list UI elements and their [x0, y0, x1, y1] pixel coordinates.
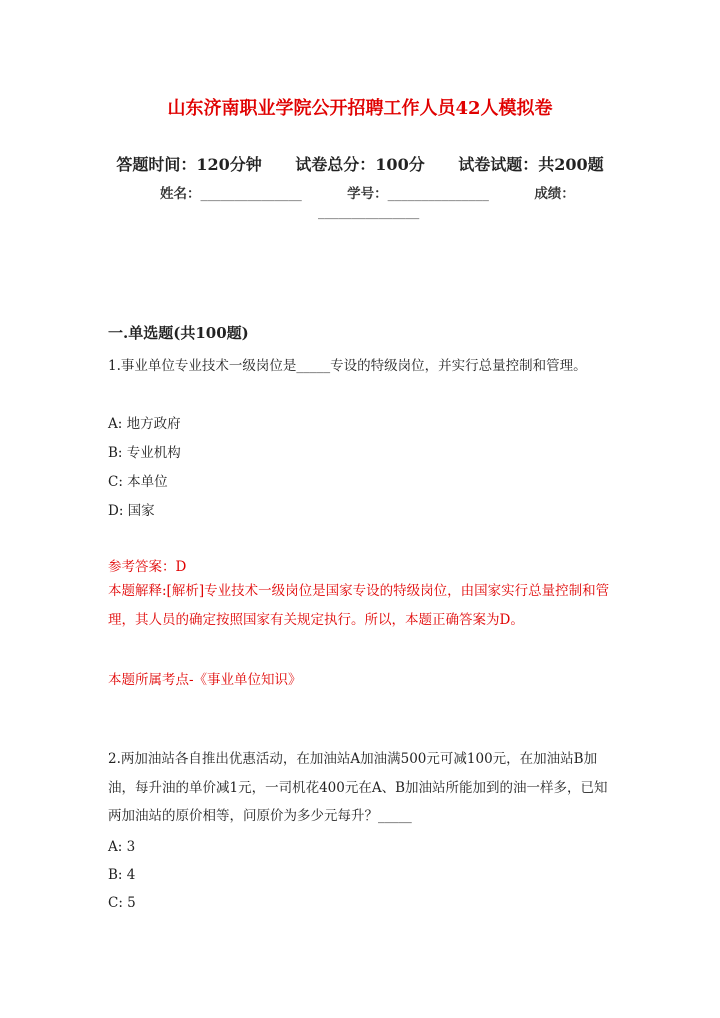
exam-title: 山东济南职业学院公开招聘工作人员42人模拟卷 [167, 98, 553, 119]
question-1-option-b[interactable]: B: 专业机构 [108, 445, 181, 461]
question-1-option-c[interactable]: C: 本单位 [108, 474, 168, 490]
question-2-text: 2.两加油站各自推出优惠活动，在加油站A加油满500元可减100元，在加油站B加油，每升油的单价减1元，一司机花400元在A、B加油站所能加到的油一样多，已知两加油站的原价相等，问原价为多少元每升？_____ [108, 751, 608, 824]
exam-total-score: 试卷总分：100分 [295, 155, 425, 174]
score-label: 成绩： [534, 186, 575, 202]
question-1-text: 1.事业单位专业技术一级岗位是_____专设的特级岗位，并实行总量控制和管理。 [108, 358, 587, 374]
question-2-option-a[interactable]: A: 3 [108, 839, 136, 855]
section-title: 一.单选题(共100题) [108, 324, 249, 342]
exam-time: 答题时间：120分钟 [116, 155, 262, 174]
student-id-label: 学号： [347, 186, 388, 202]
question-1-answer: 参考答案：D [108, 559, 187, 575]
question-2-option-c[interactable]: C: 5 [108, 895, 136, 911]
question-1-topic: 本题所属考点-《事业单位知识》 [108, 672, 302, 688]
name-blank[interactable]: _______________ [200, 186, 302, 202]
score-blank[interactable]: _______________ [318, 204, 420, 220]
student-id-blank[interactable]: _______________ [387, 186, 489, 202]
question-2-option-b[interactable]: B: 4 [108, 867, 136, 883]
exam-meta [0, 152, 720, 175]
name-label: 姓名： [160, 186, 201, 202]
exam-question-count: 试卷试题：共200题 [458, 155, 604, 174]
student-fields [160, 182, 575, 202]
question-1-option-d[interactable]: D: 国家 [108, 503, 155, 519]
question-1-option-a[interactable]: A: 地方政府 [108, 416, 181, 432]
question-1-explanation: 本题解释:[解析]专业技术一级岗位是国家专设的特级岗位，由国家实行总量控制和管理，其人员的确定按照国家有关规定执行。所以，本题正确答案为D。 [108, 583, 610, 628]
